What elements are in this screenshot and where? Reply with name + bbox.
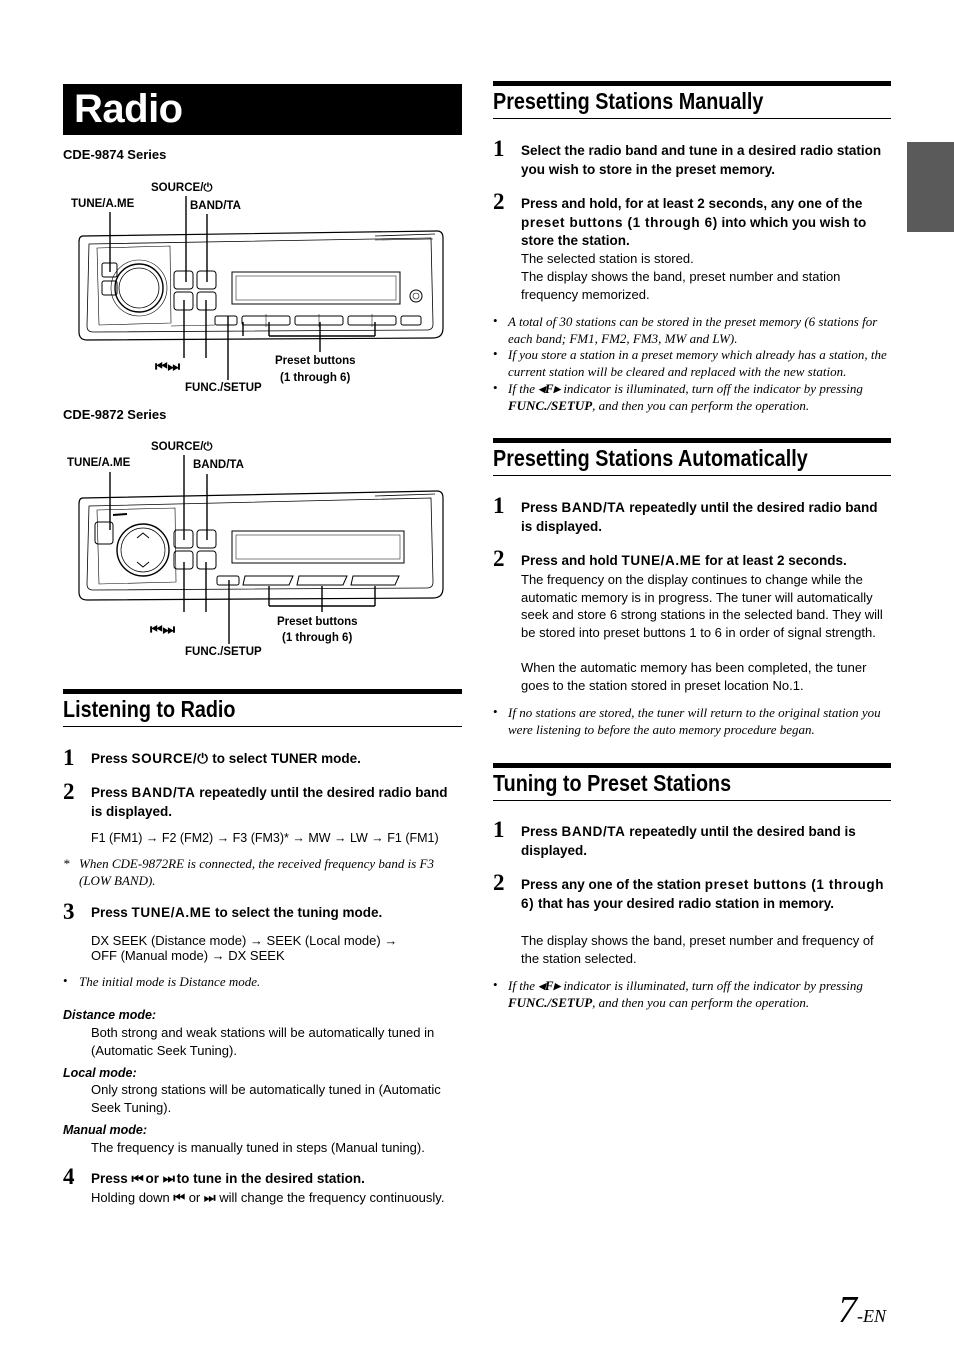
note-manual-1: A total of 30 stations can be stored in the preset memory (6 stations for each band; FM1, FM2, FM3, MW and LW).: [508, 314, 878, 346]
local-mode-label: Local mode:: [63, 1066, 137, 1080]
label-source-2: SOURCE/⏻: [151, 441, 213, 453]
note-asterisk: *: [63, 856, 70, 871]
manual-body-2: The display shows the band, preset number and station frequency memorized.: [521, 269, 841, 302]
bullet: •: [493, 346, 498, 361]
label-band-2: BAND/TA: [193, 459, 244, 471]
step-number: 3: [63, 899, 75, 924]
bullet: •: [493, 380, 498, 395]
note-cde9872re: When CDE-9872RE is connected, the received frequency band is F3 (LOW BAND).: [79, 856, 434, 888]
modes-line-1: DX SEEK (Distance mode) → SEEK (Local mode) →: [91, 933, 398, 948]
distance-mode-label: Distance mode:: [63, 1008, 157, 1022]
page-number: 7-EN: [838, 1289, 886, 1331]
step-manual-2: Press and hold, for at least 2 seconds, any one of the preset buttons (1 through 6) into which you wish to store the station.: [521, 196, 867, 248]
note-auto-1: If no stations are stored, the tuner will return to the original station you were listening to before the auto memory procedure began.: [508, 705, 881, 737]
label-band: BAND/TA: [190, 200, 241, 212]
step-number: 1: [493, 817, 505, 842]
section-heading-listening: Listening to Radio: [63, 689, 462, 727]
series-label-9872: CDE-9872 Series: [63, 407, 167, 422]
note-manual-3: If the ◂F▸ indicator is illuminated, turn off the indicator by pressing FUNC./SETUP, and then you can perform the operation.: [508, 381, 863, 413]
bullet: •: [493, 704, 498, 719]
manual-body-1: The selected station is stored.: [521, 251, 694, 266]
step-number: 1: [63, 745, 75, 770]
note-manual-2: If you store a station in a preset memory which already has a station, the current station will be cleared and replaced with the new station.: [508, 347, 887, 379]
section-heading-auto: Presetting Stations Automatically: [493, 438, 891, 476]
label-preset-2: (1 through 6): [280, 372, 351, 384]
local-mode-text: Only strong stations will be automatically tuned in (Automatic Seek Tuning).: [91, 1082, 441, 1115]
step-number: 1: [493, 493, 505, 518]
note-initial-mode: The initial mode is Distance mode.: [79, 974, 261, 989]
f-indicator-icon: ◂F▸: [538, 381, 561, 396]
band-sequence: F1 (FM1) → F2 (FM2) → F3 (FM3)* → MW → LW → F1 (FM1): [91, 831, 439, 845]
label-preset-1: Preset buttons: [275, 355, 356, 367]
step-number: 4: [63, 1164, 75, 1189]
manual-mode-label: Manual mode:: [63, 1123, 148, 1137]
seek-buttons-label: ⏮ ⏭: [155, 358, 179, 374]
modes-line-2: OFF (Manual mode) → DX SEEK: [91, 948, 285, 963]
step-listen-4-body: Holding down ⏮ or ⏭ will change the frequency continuously.: [91, 1190, 445, 1205]
label-tune: TUNE/A.ME: [71, 198, 135, 210]
label-preset-2b: (1 through 6): [282, 632, 353, 644]
step-listen-4: Press ⏮ or ⏭ to tune in the desired station.: [91, 1171, 365, 1186]
step-auto-2: Press and hold TUNE/A.ME for at least 2 seconds.: [521, 553, 847, 568]
step-auto-1: Press BAND/TA repeatedly until the desired radio band is displayed.: [521, 500, 878, 534]
distance-mode-text: Both strong and weak stations will be automatically tuned in (Automatic Seek Tuning).: [91, 1025, 435, 1058]
step-listen-1: Press SOURCE/⏻ to select TUNER mode.: [91, 751, 361, 766]
step-manual-1: Select the radio band and tune in a desired radio station you wish to store in the preset memory.: [521, 143, 882, 177]
bullet: •: [493, 977, 498, 992]
step-tuning-2: Press any one of the station preset buttons (1 through 6) that has your desired radio station in memory.: [521, 877, 885, 911]
bullet: •: [63, 973, 68, 988]
auto-body-2: When the automatic memory has been completed, the tuner goes to the station stored in preset location No.1.: [521, 660, 867, 693]
series-label-9874: CDE-9874 Series: [63, 147, 167, 162]
note-tuning-1: If the ◂F▸ indicator is illuminated, turn off the indicator by pressing FUNC./SETUP, and then you can perform the operation.: [508, 978, 863, 1010]
step-number: 2: [493, 189, 505, 214]
section-heading-tuning: Tuning to Preset Stations: [493, 763, 891, 801]
step-tuning-1: Press BAND/TA repeatedly until the desired band is displayed.: [521, 824, 856, 858]
f-indicator-icon: ◂F▸: [538, 978, 561, 993]
step-number: 2: [493, 870, 505, 895]
manual-mode-text: The frequency is manually tuned in steps (Manual tuning).: [91, 1140, 425, 1155]
page-title: Radio: [63, 84, 462, 135]
label-source: SOURCE/⏻: [151, 182, 213, 194]
section-heading-manual: Presetting Stations Manually: [493, 81, 891, 119]
label-preset-1b: Preset buttons: [277, 616, 358, 628]
label-func: FUNC./SETUP: [185, 382, 262, 394]
step-number: 2: [63, 779, 75, 804]
label-func-2: FUNC./SETUP: [185, 646, 262, 658]
tuning-body: The display shows the band, preset number and frequency of the station selected.: [521, 933, 874, 966]
step-number: 2: [493, 546, 505, 571]
step-number: 1: [493, 136, 505, 161]
label-tune-2: TUNE/A.ME: [67, 457, 131, 469]
auto-body-1: The frequency on the display continues to change while the automatic memory is in progress. The tuner will automatically seek and store 6 strong stations in the selected band. They will be stored into preset buttons 1 to 6 in order of signal strength.: [521, 572, 883, 640]
step-listen-2: Press BAND/TA repeatedly until the desired radio band is displayed.: [91, 785, 448, 819]
step-listen-3: Press TUNE/A.ME to select the tuning mode.: [91, 905, 383, 920]
seek-buttons-label-2: ⏮ ⏭: [150, 621, 174, 637]
bullet: •: [493, 313, 498, 328]
